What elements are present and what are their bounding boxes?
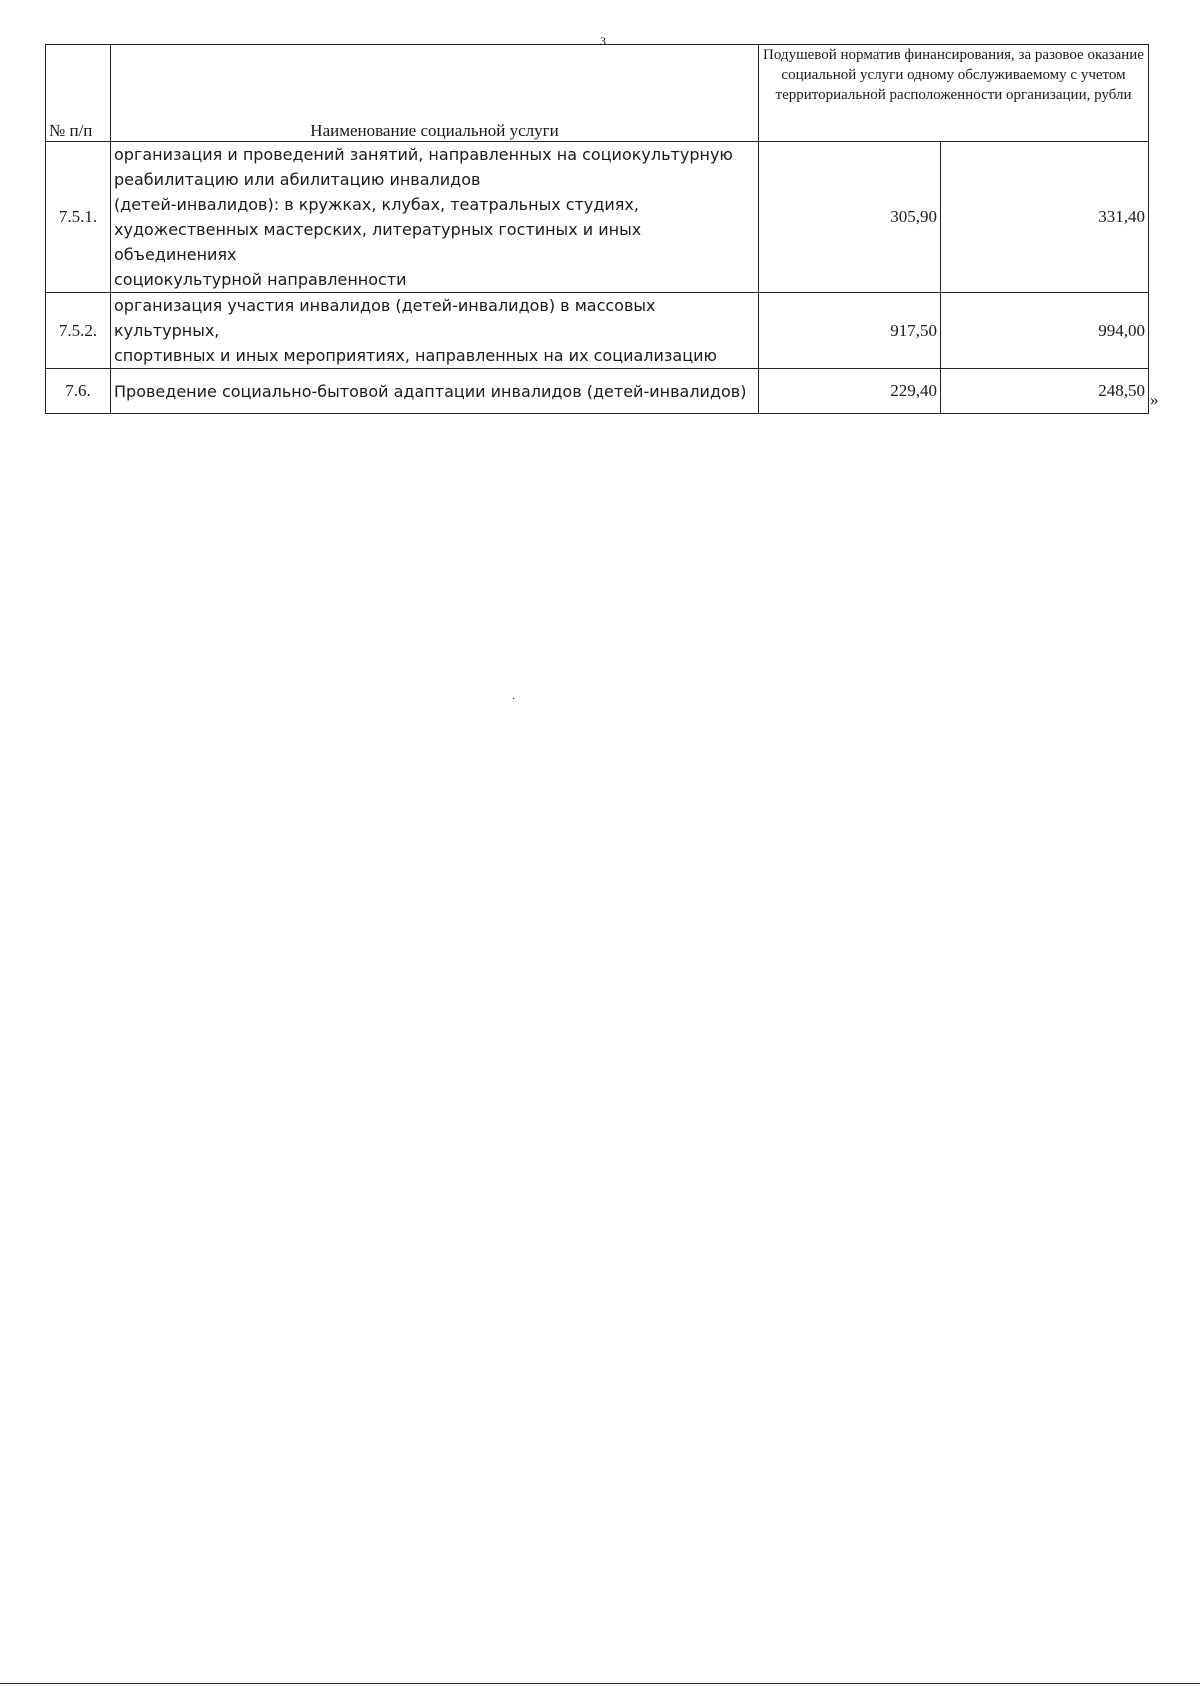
name-line: социокультурной направленности: [114, 270, 407, 289]
row-number: 7.6.: [46, 369, 111, 414]
name-line: реабилитацию или абилитацию инвалидов: [114, 170, 481, 189]
row-value-2: 248,50: [941, 369, 1149, 414]
table-row: [46, 369, 1149, 414]
table-row: [46, 293, 1149, 369]
name-line: (детей-инвалидов): в кружках, клубах, театральных студиях,: [114, 195, 639, 214]
name-line: организация и проведений занятий, направленных на социокультурную: [114, 145, 733, 164]
header-service-name: Наименование социальной услуги: [111, 45, 759, 142]
row-value-1: 305,90: [759, 142, 941, 293]
closing-quote: »: [1150, 390, 1159, 409]
services-table: [45, 44, 1149, 414]
name-line: спортивных и иных мероприятиях, направленных на их социализацию: [114, 346, 717, 365]
name-line: организация участия инвалидов (детей-инвалидов) в массовых культурных,: [114, 296, 656, 340]
name-line: Проведение социально-бытовой адаптации инвалидов (детей-инвалидов): [114, 381, 747, 401]
name-line: художественных мастерских, литературных гостиных и иных объединениях: [114, 220, 642, 264]
row-number: 7.5.2.: [46, 293, 111, 369]
table-header-row: [46, 45, 1149, 142]
row-value-2: 994,00: [941, 293, 1149, 369]
row-value-1: 229,40: [759, 369, 941, 414]
row-value-1: 917,50: [759, 293, 941, 369]
stray-mark: .: [512, 688, 515, 702]
header-number: № п/п: [46, 45, 111, 142]
table-row: [46, 142, 1149, 293]
row-number: 7.5.1.: [46, 142, 111, 293]
page-number: 3: [600, 34, 606, 48]
row-service-name: [111, 369, 759, 414]
row-value-2: 331,40: [941, 142, 1149, 293]
header-norm: Подушевой норматив финансирования, за разовое оказание социальной услуги одному обслуживаемому с учетом территориальной расположенности организации, рубли: [759, 45, 1149, 142]
bottom-rule: [0, 1683, 1200, 1684]
row-service-name: [111, 293, 759, 369]
row-service-name: [111, 142, 759, 293]
